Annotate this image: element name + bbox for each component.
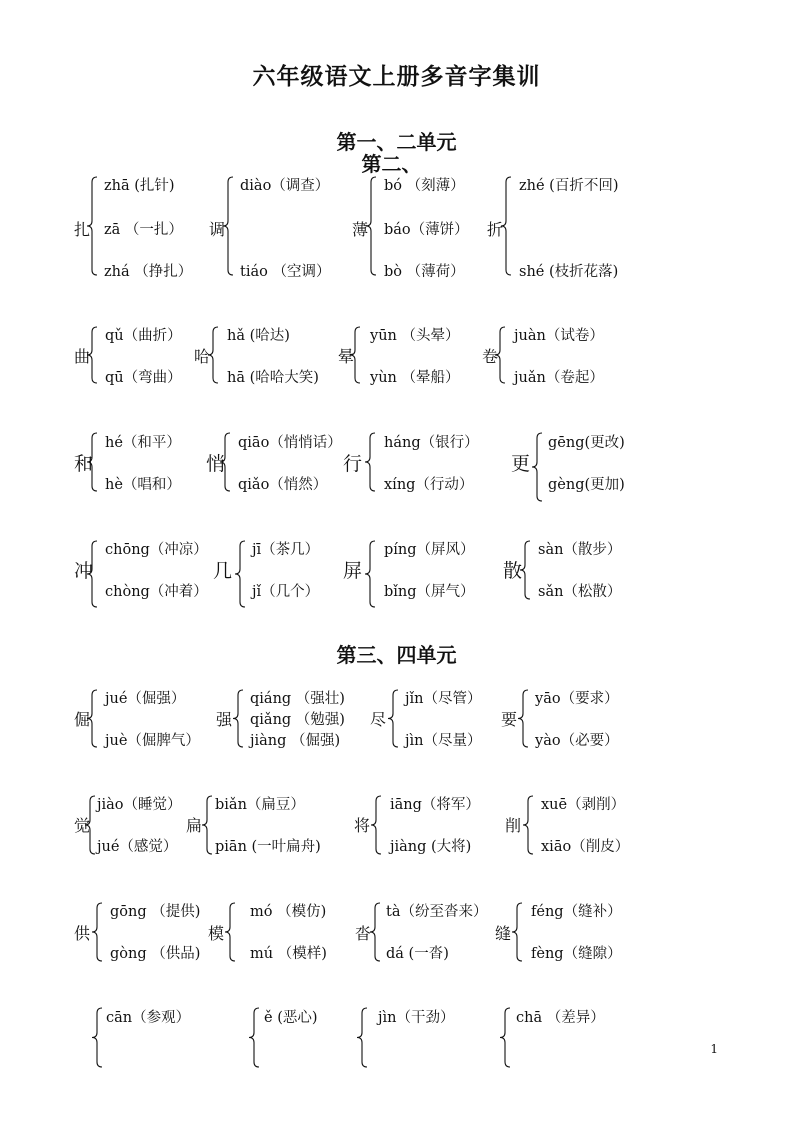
pronunciation-entry: hā (哈哈大笑) (227, 370, 319, 386)
curly-brace (365, 176, 377, 276)
polyphone-character: 悄 (206, 452, 226, 475)
pronunciation-entry: gòng （供品) (110, 946, 201, 962)
section-heading-1: 第一、二单元 (336, 130, 457, 154)
pronunciation-entry: bò （薄荷） (384, 264, 465, 280)
pronunciation-entry: diào（调查） (240, 178, 330, 194)
pronunciation-entry: jiàng （倔强) (250, 733, 341, 749)
pronunciation-entry: jué（倔强） (105, 691, 186, 707)
polyphone-character: 供 (74, 924, 91, 943)
pronunciation-entry: bǐng（屏气） (384, 584, 475, 600)
page-title: 六年级语文上册多音字集训 (252, 63, 541, 90)
pronunciation-entry: zhá （挣扎） (104, 264, 193, 280)
pronunciation-entry: juàn（试卷） (514, 328, 604, 344)
polyphone-character: 模 (208, 924, 225, 943)
pronunciation-entry: juè（倔脾气） (105, 733, 200, 749)
curly-brace (232, 689, 244, 748)
polyphone-character: 缝 (495, 924, 512, 943)
curly-brace (494, 326, 506, 384)
pronunciation-entry: xíng（行动） (384, 477, 474, 493)
pronunciation-entry: piān (一叶扁舟) (215, 839, 321, 855)
polyphone-character: 强 (216, 710, 233, 729)
pronunciation-entry: yùn （晕船） (370, 370, 460, 386)
pronunciation-entry: hǎ (哈达) (227, 328, 290, 344)
polyphone-character: 折 (487, 220, 504, 239)
pronunciation-entry: xuē（剥削） (541, 797, 626, 813)
pronunciation-entry: juǎn（卷起） (514, 370, 604, 386)
pronunciation-entry: gèng(更加) (548, 477, 625, 493)
polyphone-character: 觉 (74, 816, 91, 835)
polyphone-character: 将 (354, 816, 371, 835)
curly-brace (201, 795, 213, 855)
curly-brace (517, 689, 529, 748)
pronunciation-entry: yūn （头晕） (370, 328, 460, 344)
pronunciation-entry: fèng（缝隙） (531, 946, 622, 962)
curly-brace (91, 1007, 103, 1068)
polyphone-character: 冲 (74, 559, 94, 582)
pronunciation-entry: ě (恶心) (264, 1010, 318, 1026)
page-number: 1 (710, 1042, 718, 1056)
pronunciation-entry: báo（薄饼） (384, 222, 469, 238)
pronunciation-entry: jìn（干劲） (378, 1010, 455, 1026)
curly-brace (86, 689, 98, 748)
polyphone-character: 行 (343, 452, 363, 475)
pronunciation-entry: qū（弯曲） (105, 370, 182, 386)
polyphone-character: 扎 (74, 220, 91, 239)
pronunciation-entry: chōng（冲凉） (105, 542, 208, 558)
curly-brace (91, 902, 103, 962)
pronunciation-entry: zā （一扎） (104, 222, 183, 238)
pronunciation-entry: jiào（睡觉） (97, 797, 182, 813)
curly-brace (500, 176, 512, 276)
section-heading-1-fragment: 第二、 (361, 152, 422, 176)
pronunciation-entry: chā （差异） (516, 1010, 605, 1026)
polyphone-character: 晕 (338, 347, 355, 366)
curly-brace (234, 540, 246, 608)
polyphone-character: 曲 (74, 347, 91, 366)
curly-brace (224, 902, 236, 962)
curly-brace (511, 902, 523, 962)
polyphone-character: 要 (501, 710, 518, 729)
curly-brace (248, 1007, 260, 1068)
pronunciation-entry: hé（和平） (105, 435, 181, 451)
curly-brace (369, 902, 381, 962)
pronunciation-entry: tiáo （空调） (240, 264, 331, 280)
polyphone-character: 尽 (370, 710, 387, 729)
pronunciation-entry: féng（缝补） (531, 904, 622, 920)
curly-brace (86, 176, 98, 276)
curly-brace (370, 795, 382, 855)
pronunciation-entry: jué（感觉） (97, 839, 178, 855)
pronunciation-entry: jī（茶几） (252, 542, 320, 558)
curly-brace (519, 540, 531, 600)
pronunciation-entry: gēng(更改) (548, 435, 625, 451)
pronunciation-entry: iāng（将军） (390, 797, 480, 813)
pronunciation-entry: dá (一沓) (386, 946, 449, 962)
pronunciation-entry: yāo（要求） (535, 691, 619, 707)
pronunciation-entry: píng（屏风） (384, 542, 475, 558)
curly-brace (86, 540, 98, 608)
curly-brace (364, 540, 376, 608)
pronunciation-entry: biǎn（扁豆） (215, 797, 305, 813)
curly-brace (219, 432, 231, 492)
pronunciation-entry: mú （模样) (250, 946, 327, 962)
curly-brace (84, 795, 96, 855)
polyphone-character: 削 (505, 816, 522, 835)
polyphone-character: 沓 (355, 924, 372, 943)
pronunciation-entry: jìn（尽量） (405, 733, 482, 749)
pronunciation-entry: háng（银行） (384, 435, 479, 451)
curly-brace (222, 176, 234, 276)
pronunciation-entry: qiǎo（悄然） (238, 477, 328, 493)
curly-brace (499, 1007, 511, 1068)
pronunciation-entry: hè（唱和） (105, 477, 181, 493)
polyphone-character: 倔 (74, 710, 91, 729)
curly-brace (349, 326, 361, 384)
pronunciation-entry: zhé (百折不回) (519, 178, 619, 194)
pronunciation-entry: tà（纷至沓来） (386, 904, 488, 920)
section-heading-2: 第三、四单元 (336, 643, 457, 667)
pronunciation-entry: xiāo（削皮） (541, 839, 630, 855)
polyphone-character: 几 (213, 559, 233, 582)
pronunciation-entry: jiàng (大将) (390, 839, 472, 855)
pronunciation-entry: gōng （提供) (110, 904, 201, 920)
curly-brace (356, 1007, 368, 1068)
polyphone-character: 散 (503, 559, 523, 582)
polyphone-character: 哈 (194, 347, 211, 366)
pronunciation-entry: qǔ（曲折） (105, 328, 182, 344)
pronunciation-entry: mó （模仿) (250, 904, 327, 920)
pronunciation-entry: jǐn（尽管） (405, 691, 482, 707)
curly-brace (531, 432, 543, 502)
polyphone-character: 和 (74, 452, 94, 475)
pronunciation-entry: bó （刻薄） (384, 178, 465, 194)
curly-brace (522, 795, 534, 855)
curly-brace (364, 432, 376, 492)
polyphone-character: 屏 (343, 559, 363, 582)
pronunciation-entry: cān（参观） (106, 1010, 191, 1026)
curly-brace (86, 432, 98, 492)
polyphone-character: 更 (511, 452, 531, 475)
polyphone-character: 薄 (352, 220, 369, 239)
curly-brace (207, 326, 219, 384)
polyphone-character: 调 (209, 220, 226, 239)
pronunciation-entry: sàn（散步） (538, 542, 622, 558)
polyphone-character: 扁 (186, 816, 203, 835)
pronunciation-entry: jǐ（几个） (252, 584, 320, 600)
pronunciation-entry: qiǎng （勉强) (250, 712, 345, 728)
pronunciation-entry: sǎn（松散） (538, 584, 622, 600)
curly-brace (86, 326, 98, 384)
pronunciation-entry: qiāo（悄悄话） (238, 435, 342, 451)
pronunciation-entry: yào（必要） (535, 733, 619, 749)
pronunciation-entry: qiáng （强壮) (250, 691, 345, 707)
pronunciation-entry: shé (枝折花落) (519, 264, 619, 280)
pronunciation-entry: zhā (扎针) (104, 178, 175, 194)
curly-brace (387, 689, 399, 748)
pronunciation-entry: chòng（冲着） (105, 584, 208, 600)
polyphone-character: 卷 (482, 347, 499, 366)
